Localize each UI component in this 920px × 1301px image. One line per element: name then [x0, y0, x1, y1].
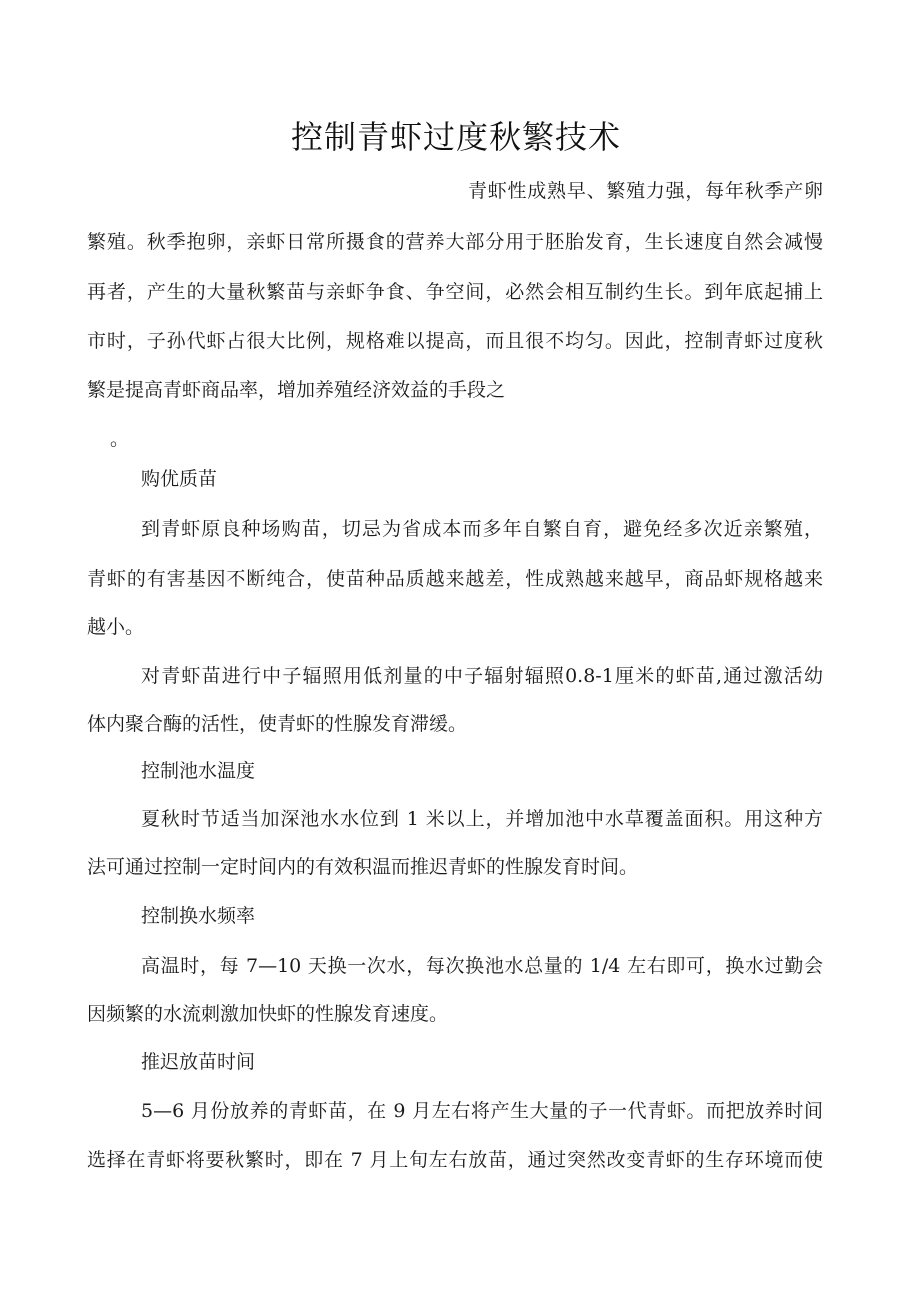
- paragraph-line: 高温时，每 7—10 天换一次水，每次换池水总量的 1/4 左右即可，换水过勤会: [141, 955, 823, 977]
- paragraph-line: 因频繁的水流刺激加快虾的性腺发育速度。: [87, 1003, 449, 1025]
- paragraph-line: 市时，子孙代虾占很大比例，规格难以提高，而且很不均匀。因此，控制青虾过度秋: [87, 330, 823, 352]
- paragraph-line: 。: [110, 428, 130, 450]
- section-heading: 推迟放苗时间: [141, 1051, 256, 1073]
- paragraph-line: 越小。: [87, 616, 145, 638]
- document-title: 控制青虾过度秋繁技术: [290, 118, 621, 156]
- section-heading: 控制池水温度: [141, 760, 256, 782]
- paragraph-line: 5—6 月份放养的青虾苗，在 9 月左右将产生大量的子一代青虾。而把放养时间: [141, 1100, 823, 1122]
- paragraph-line: 选择在青虾将要秋繁时，即在 7 月上旬左右放苗，通过突然改变青虾的生存环境而使: [87, 1149, 823, 1171]
- paragraph-line: 青虾性成熟早、繁殖力强，每年秋季产卵: [468, 180, 823, 202]
- paragraph-line: 繁殖。秋季抱卵，亲虾日常所摄食的营养大部分用于胚胎发育，生长速度自然会减慢: [87, 231, 823, 253]
- section-heading: 控制换水频率: [141, 905, 256, 927]
- section-heading: 购优质苗: [141, 468, 218, 490]
- paragraph-line: 繁是提高青虾商品率，增加养殖经济效益的手段之: [87, 379, 506, 401]
- paragraph-line: 体内聚合酶的活性，使青虾的性腺发育滞缓。: [87, 713, 468, 735]
- paragraph-line: 青虾的有害基因不断纯合，使苗种品质越来越差，性成熟越来越早，商品虾规格越来: [87, 568, 823, 590]
- paragraph-line: 法可通过控制一定时间内的有效积温而推迟青虾的性腺发育时间。: [87, 856, 639, 878]
- paragraph-line: 到青虾原良种场购苗，切忌为省成本而多年自繁自育，避免经多次近亲繁殖，: [141, 518, 823, 540]
- paragraph-line: 夏秋时节适当加深池水水位到 1 米以上，并增加池中水草覆盖面积。用这种方: [141, 808, 823, 830]
- paragraph-line: 对青虾苗进行中子辐照用低剂量的中子辐射辐照0.8-1厘米的虾苗,通过激活幼: [141, 665, 823, 687]
- paragraph-line: 再者，产生的大量秋繁苗与亲虾争食、争空间，必然会相互制约生长。到年底起捕上: [87, 281, 823, 303]
